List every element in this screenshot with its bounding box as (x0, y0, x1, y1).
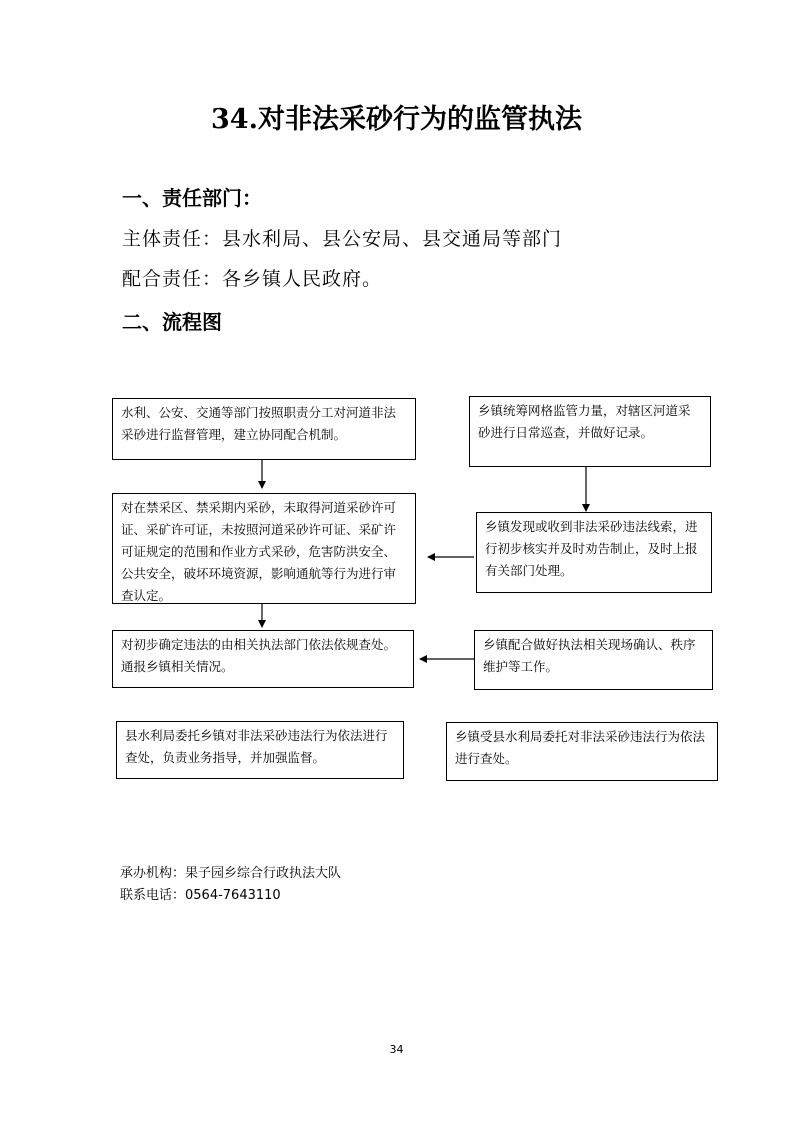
flow-box-entrusted: 乡镇受县水利局委托对非法采砂违法行为依法进行查处。 (446, 722, 718, 781)
footer-phone: 联系电话：0564-7643110 (120, 888, 281, 903)
section-heading-flowchart: 二、流程图 (122, 310, 222, 334)
primary-responsibility: 主体责任：县水利局、县公安局、县交通局等部门 (122, 228, 563, 250)
page-title: 34.对非法采砂行为的监管执法 (211, 104, 582, 135)
page-number: 34 (389, 1043, 404, 1056)
footer-organization: 承办机构：果子园乡综合行政执法大队 (120, 866, 342, 881)
flow-box-investigate: 对初步确定违法的由相关执法部门依法依规查处。通报乡镇相关情况。 (112, 630, 414, 688)
flow-box-patrol: 乡镇统筹网格监管力量，对辖区河道采砂进行日常巡查，并做好记录。 (469, 396, 711, 467)
section-heading-responsibility: 一、责任部门： (122, 186, 262, 210)
flow-box-review: 对在禁采区、禁采期内采砂，未取得河道采砂许可证、采矿许可证，未按照河道采砂许可证、采矿许可证规定的范围和作业方式采砂，危害防洪安全、公共安全，破坏环境资源，影响通航等行为进行审查认定。 (112, 493, 416, 604)
flow-box-entrust: 县水利局委托乡镇对非法采砂违法行为依法进行查处，负责业务指导，并加强监督。 (116, 721, 404, 779)
flow-box-supervision: 水利、公安、交通等部门按照职责分工对河道非法采砂进行监督管理，建立协同配合机制。 (112, 398, 416, 460)
flow-box-report: 乡镇发现或收到非法采砂违法线索，进行初步核实并及时劝告制止，及时上报有关部门处理。 (476, 512, 712, 593)
cooperative-responsibility: 配合责任：各乡镇人民政府。 (122, 268, 383, 290)
flow-box-assist: 乡镇配合做好执法相关现场确认、秩序维护等工作。 (474, 630, 713, 690)
